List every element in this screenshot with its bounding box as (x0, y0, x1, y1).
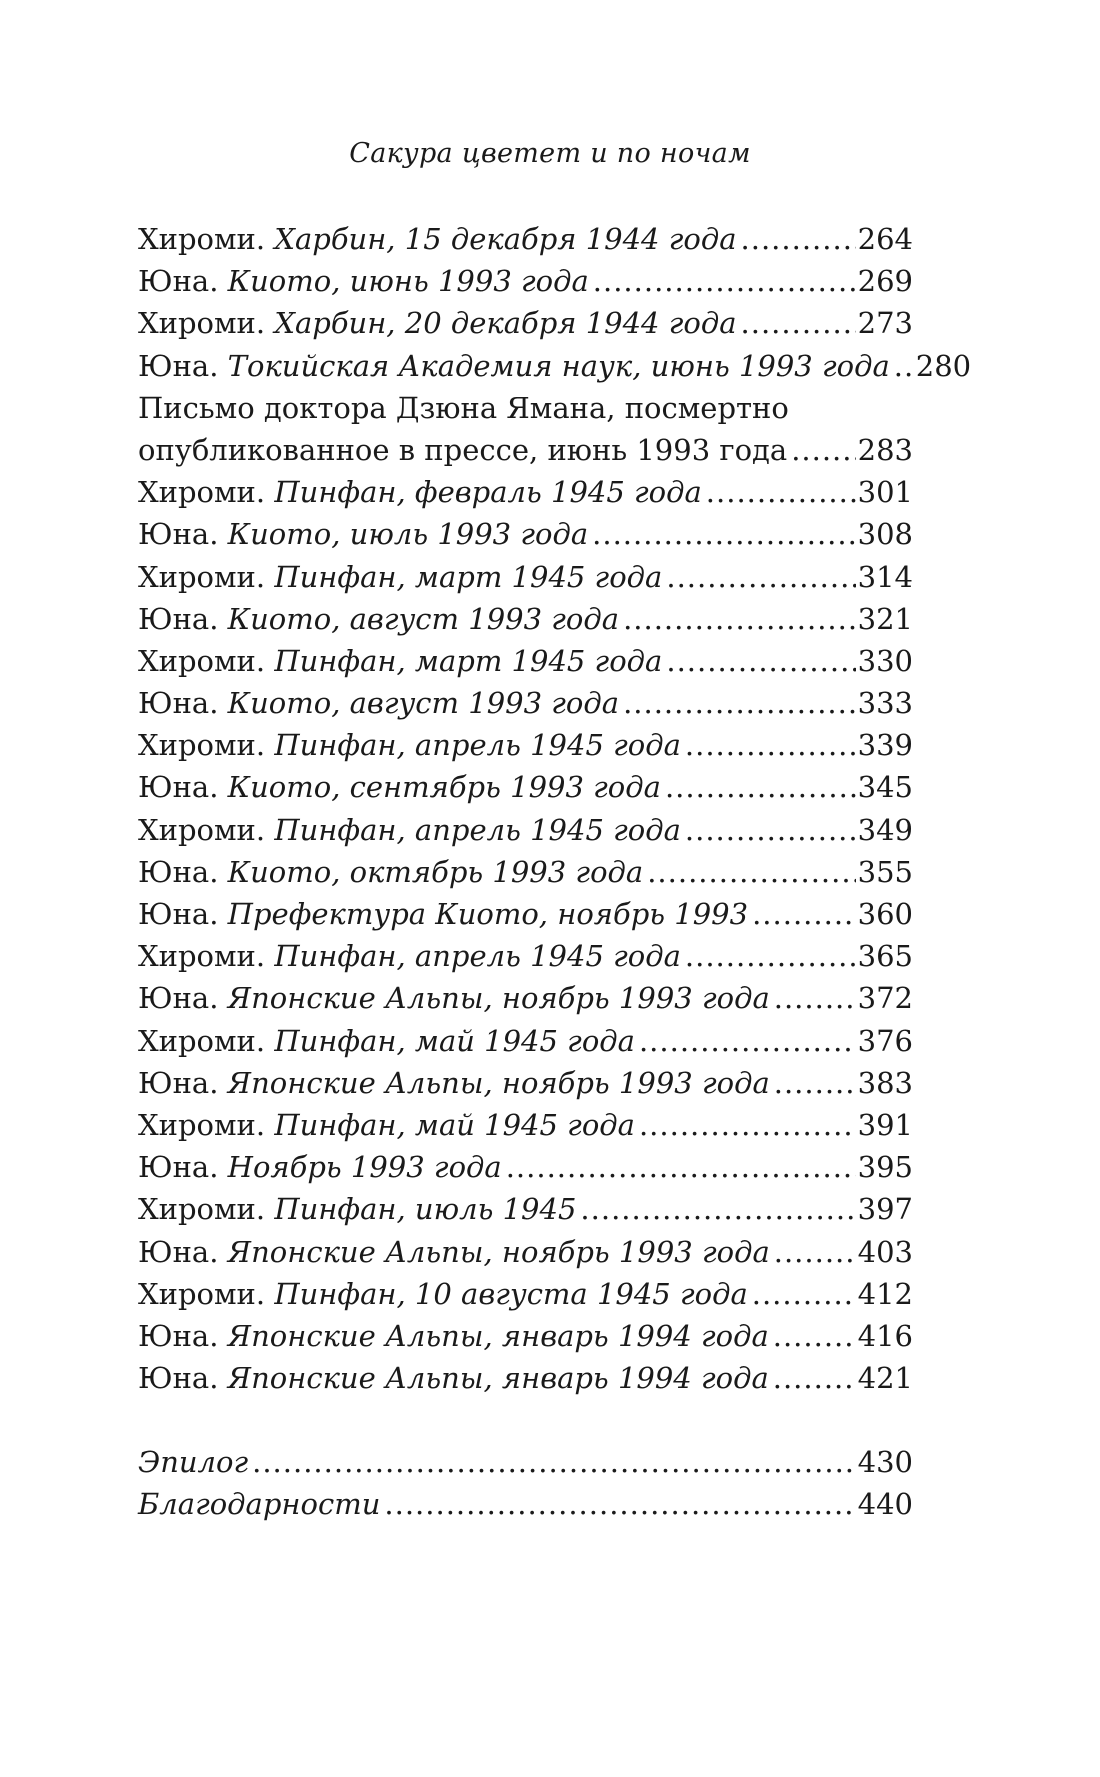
toc-entry-narrator: Юна. (138, 1065, 219, 1100)
toc-entry-narrator: Юна. (138, 770, 219, 805)
toc-page-number: 355 (857, 854, 913, 889)
toc-entry-narrator: Юна. (138, 981, 219, 1016)
dot-leader (685, 724, 856, 766)
toc-entry[interactable] (138, 345, 972, 387)
toc-page-number: 403 (857, 1234, 913, 1269)
toc-entry-narrator: Хироми. (138, 306, 266, 341)
dot-leader (685, 935, 856, 977)
toc-entry-subtitle: Пинфан, апрель 1945 года (274, 812, 681, 847)
toc-page-number: 430 (857, 1445, 913, 1480)
toc-entry-subtitle: Японские Альпы, ноябрь 1993 года (227, 1065, 770, 1100)
toc-entry-narrator: Юна. (138, 854, 219, 889)
dot-leader (666, 640, 855, 682)
toc-entry-narrator: Хироми. (138, 1192, 266, 1227)
toc-page-number: 360 (857, 897, 913, 932)
toc-back-matter (138, 1441, 913, 1525)
toc-page-number: 308 (857, 517, 913, 552)
dot-leader (774, 1062, 856, 1104)
dot-leader (639, 1020, 856, 1062)
toc-entry-subtitle: Пинфан, апрель 1945 года (274, 728, 681, 763)
toc-page-number: 283 (857, 432, 913, 467)
toc-entry-subtitle: Пинфан, июль 1945 (274, 1192, 577, 1227)
toc-entry-narrator: Юна. (138, 264, 219, 299)
table-of-contents (138, 218, 972, 1526)
toc-entry-subtitle: Префектура Киото, ноябрь 1993 (227, 897, 749, 932)
dot-leader (741, 302, 856, 344)
toc-entry-narrator: Юна. (138, 1150, 219, 1185)
toc-entry-narrator: Юна. (138, 517, 219, 552)
toc-page-number: 273 (857, 306, 913, 341)
toc-entry-subtitle: Киото, октябрь 1993 года (227, 854, 644, 889)
toc-entry-subtitle: Японские Альпы, январь 1994 года (227, 1361, 769, 1396)
toc-entry[interactable] (138, 682, 913, 724)
dot-leader (666, 556, 855, 598)
dot-leader (774, 1231, 856, 1273)
toc-entry-narrator: Хироми. (138, 1276, 266, 1311)
toc-page-number: 372 (857, 981, 913, 1016)
toc-entry[interactable] (138, 809, 913, 851)
dot-leader (593, 260, 856, 302)
dot-leader (252, 1441, 856, 1483)
dot-leader (685, 809, 856, 851)
toc-page-number: 314 (857, 559, 913, 594)
toc-page-number: 345 (857, 770, 913, 805)
dot-leader (639, 1104, 856, 1146)
toc-entry-title: Благодарности (138, 1487, 381, 1522)
toc-entry[interactable] (138, 1357, 913, 1399)
toc-page-number: 416 (857, 1318, 913, 1353)
toc-entry-subtitle: Пинфан, 10 августа 1945 года (274, 1276, 748, 1311)
toc-entry-narrator: Хироми. (138, 812, 266, 847)
toc-page-number: 264 (857, 222, 913, 256)
toc-entry[interactable] (138, 640, 913, 682)
toc-entry-narrator: Хироми. (138, 1023, 266, 1058)
toc-entry-subtitle: Киото, сентябрь 1993 года (227, 770, 661, 805)
toc-entry-subtitle: Киото, июль 1993 года (227, 517, 589, 552)
toc-page-number: 376 (857, 1023, 913, 1058)
toc-page-number: 321 (857, 601, 913, 636)
toc-page-number: 397 (857, 1192, 913, 1227)
toc-entry[interactable] (138, 1273, 913, 1315)
toc-entry-narrator: Юна. (138, 1361, 219, 1396)
toc-entry-subtitle: Киото, июнь 1993 года (227, 264, 589, 299)
toc-entry[interactable] (138, 1315, 913, 1357)
dot-leader (773, 1357, 856, 1399)
toc-page-number: 440 (857, 1487, 913, 1522)
toc-page-number: 365 (857, 939, 913, 974)
toc-entry-subtitle: Пинфан, март 1945 года (274, 559, 663, 594)
toc-entry-subtitle: Киото, август 1993 года (227, 601, 620, 636)
toc-entry-narrator: Хироми. (138, 939, 266, 974)
toc-page-number: 391 (857, 1107, 913, 1142)
toc-entry[interactable] (138, 556, 913, 598)
toc-entry[interactable] (138, 218, 913, 260)
dot-leader (752, 893, 856, 935)
toc-entry[interactable] (138, 302, 913, 344)
toc-entry-subtitle: Харбин, 20 декабря 1944 года (274, 306, 737, 341)
toc-page-number: 330 (857, 643, 913, 678)
toc-page-number: 349 (857, 812, 913, 847)
dot-leader (706, 471, 856, 513)
dot-leader (384, 1483, 855, 1525)
toc-entry[interactable] (138, 1231, 913, 1273)
toc-entry[interactable] (138, 513, 913, 555)
toc-entry-subtitle: Пинфан, февраль 1945 года (274, 475, 702, 510)
toc-entry[interactable] (138, 387, 913, 471)
toc-entry-subtitle: Токийская Академия наук, июнь 1993 года (227, 348, 890, 383)
toc-entry[interactable] (138, 893, 913, 935)
toc-page-number: 412 (857, 1276, 913, 1311)
toc-page-number: 333 (857, 686, 913, 721)
toc-entry[interactable] (138, 260, 913, 302)
toc-entry-subtitle: Японские Альпы, ноябрь 1993 года (227, 981, 770, 1016)
dot-leader (741, 218, 856, 260)
dot-leader (773, 1315, 856, 1357)
toc-page-number: 339 (857, 728, 913, 763)
toc-entry-narrator: Юна. (138, 897, 219, 932)
toc-entry-title: Эпилог (138, 1445, 249, 1480)
toc-entry-subtitle: Ноябрь 1993 года (227, 1150, 502, 1185)
running-header: Сакура цветет и по ночам (349, 138, 751, 169)
toc-page-number: 395 (857, 1150, 913, 1185)
toc-entry[interactable] (138, 598, 913, 640)
toc-entry-narrator: Хироми. (138, 728, 266, 763)
toc-entry-narrator: Хироми. (138, 643, 266, 678)
toc-page-number: 269 (857, 264, 913, 299)
toc-entry-narrator: Юна. (138, 1318, 219, 1353)
toc-entry-subtitle: Пинфан, апрель 1945 года (274, 939, 681, 974)
toc-entry-narrator: Хироми. (138, 475, 266, 510)
toc-entry[interactable] (138, 1104, 913, 1146)
toc-entry-subtitle: Пинфан, май 1945 года (274, 1107, 635, 1142)
toc-entry[interactable] (138, 851, 913, 893)
toc-page-number: 383 (857, 1065, 913, 1100)
dot-leader (580, 1188, 855, 1230)
toc-entry-subtitle: Пинфан, март 1945 года (274, 643, 663, 678)
toc-page-number: 421 (857, 1361, 913, 1396)
toc-entry[interactable] (138, 977, 913, 1019)
dot-leader (623, 598, 856, 640)
toc-entry-narrator: Юна. (138, 601, 219, 636)
toc-entry-title-line2: опубликованное в прессе, июнь 1993 года (138, 432, 788, 467)
toc-entry-subtitle: Харбин, 15 декабря 1944 года (274, 222, 737, 256)
dot-leader (623, 682, 856, 724)
dot-leader (791, 429, 855, 471)
dot-leader (774, 977, 856, 1019)
toc-entry-narrator: Хироми. (138, 1107, 266, 1142)
toc-page-number: 301 (857, 475, 913, 510)
toc-entry[interactable] (138, 1062, 913, 1104)
dot-leader (665, 766, 856, 808)
toc-entry-title-line1: Письмо доктора Дзюна Ямана, посмертно (138, 390, 789, 425)
toc-entry[interactable] (138, 724, 913, 766)
toc-entry[interactable] (138, 1188, 913, 1230)
toc-entry-narrator: Юна. (138, 348, 219, 383)
toc-entry-subtitle: Японские Альпы, ноябрь 1993 года (227, 1234, 770, 1269)
toc-entry[interactable] (138, 935, 913, 977)
toc-entry[interactable] (138, 766, 913, 808)
toc-entry[interactable] (138, 1483, 913, 1525)
dot-leader (752, 1273, 856, 1315)
toc-chapters (138, 218, 972, 1399)
toc-entry[interactable] (138, 1146, 913, 1188)
dot-leader (506, 1146, 856, 1188)
toc-entry[interactable] (138, 471, 913, 513)
dot-leader (647, 851, 855, 893)
toc-entry-subtitle: Пинфан, май 1945 года (274, 1023, 635, 1058)
toc-entry[interactable] (138, 1020, 913, 1062)
toc-entry-narrator: Юна. (138, 1234, 219, 1269)
dot-leader (894, 345, 914, 387)
toc-page-number: 280 (915, 348, 972, 383)
toc-entry-subtitle: Японские Альпы, январь 1994 года (227, 1318, 769, 1353)
toc-entry-narrator: Хироми. (138, 222, 266, 256)
toc-entry-narrator: Хироми. (138, 559, 266, 594)
toc-entry-narrator: Юна. (138, 686, 219, 721)
toc-entry[interactable] (138, 1441, 913, 1483)
dot-leader (592, 513, 856, 555)
toc-entry-subtitle: Киото, август 1993 года (227, 686, 620, 721)
